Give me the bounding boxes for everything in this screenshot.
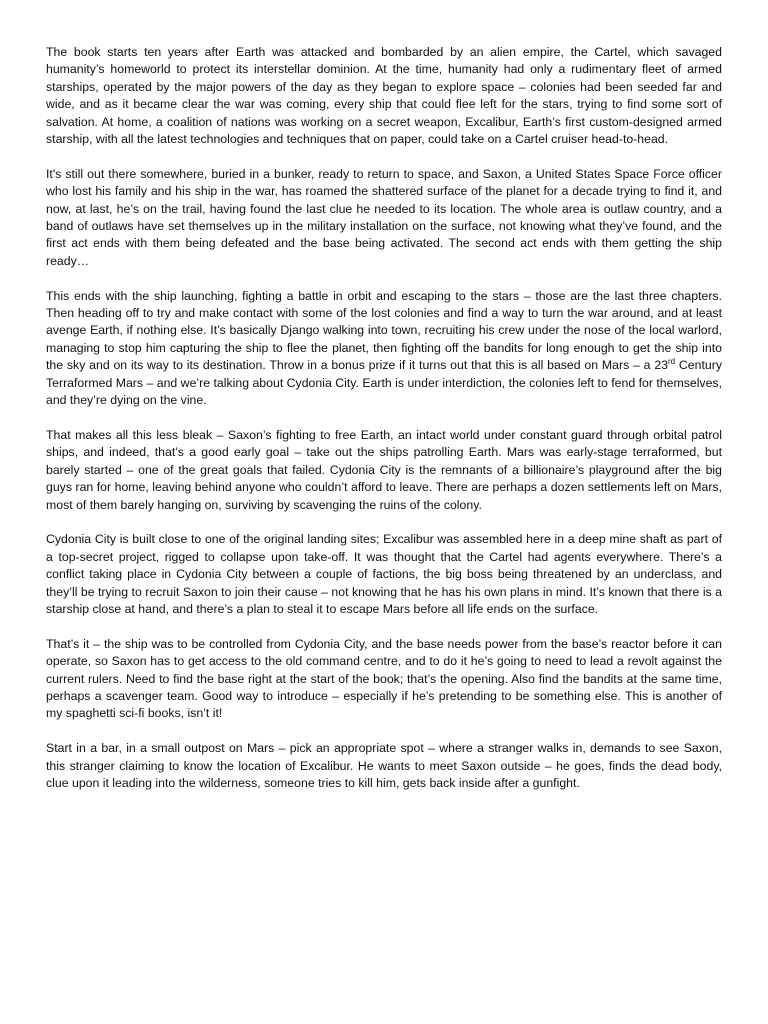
paragraph-6: That’s it – the ship was to be controlled from Cydonia City, and the base needs power from the base’s reactor before it can operate, so Saxon has to get access to the old command centre, and to do it he’s going to need to lead a revolt against the current rulers. Need to find the base right at the start of the book; that’s the opening. Also find the bandits at the same time, perhaps a scavenger team. Good way to introduce – especially if he’s pretending to be something else. This is another of my spaghetti sci-fi books, isn’t it! (46, 636, 722, 721)
paragraph-3-text-after: Century Terraformed Mars – and we’re talking about Cydonia City. Earth is under interdiction, the colonies left to fend for themselves, and they’re dying on the vine. (46, 358, 722, 408)
paragraph-2: It's still out there somewhere, buried in a bunker, ready to return to space, and Saxon, a United States Space Force officer who lost his family and his ship in the war, has roamed the shattered surface of the planet for a decade trying to find it, and now, at last, he’s on the trail, having found the last clue he needed to its location. The whole area is outlaw country, and a band of outlaws have set themselves up in the military installation on the surface, not knowing what they’ve found, and the first act ends with them being defeated and the base being activated. The second act ends with them getting the ship ready… (46, 166, 722, 268)
paragraph-5: Cydonia City is built close to one of the original landing sites; Excalibur was assembled here in a deep mine shaft as part of a top-secret project, rigged to collapse upon take-off. It was thought that the Cartel had agents everywhere. There’s a conflict taking place in Cydonia City between a couple of factions, the big boss being threatened by an underclass, and they’ll be trying to recruit Saxon to join their cause – not knowing that he has his own plans in mind. It’s known that there is a starship close at hand, and there’s a plan to steal it to escape Mars before all life ends on the surface. (46, 532, 722, 616)
paragraph-7: Start in a bar, in a small outpost on Mars – pick an appropriate spot – where a stranger walks in, demands to see Saxon, this stranger claiming to know the location of Excalibur. He wants to meet Saxon outside – he goes, finds the dead body, clue upon it leading into the wilderness, someone tries to kill him, gets back inside after a gunfight. (46, 741, 722, 790)
paragraph-3-text-before: This ends with the ship launching, fighting a battle in orbit and escaping to the stars – those are the last three chapters. Then heading off to try and make contact with some of the lost colonies and find a way to turn the war around, and at least avenge Earth, if nothing else. It’s basically Django walking into town, recruiting his crew under the nose of the local warlord, managing to stop him capturing the ship to flee the planet, then fighting off the bandits for long enough to get the ship into the sky and on its way to its destination. Throw in a bonus prize if it turns out that this is all based on Mars – a 23 (46, 288, 722, 373)
paragraph-3 (46, 288, 722, 410)
paragraph-1: The book starts ten years after Earth was attacked and bombarded by an alien empire, the Cartel, which savaged humanity’s homeworld to protect its interstellar dominion. At the time, humanity had only a rudimentary fleet of armed starships, operated by the major powers of the day as they began to explore space – colonies had been seeded far and wide, and as it became clear the war was coming, every ship that could flee left for the stars, trying to find some sort of salvation. At home, a coalition of nations was working on a secret weapon, Excalibur, Earth’s first custom-designed armed starship, with all the latest technologies and techniques that on paper, could take on a Cartel cruiser head-to-head. (46, 45, 722, 147)
ordinal-suffix: rd (668, 357, 676, 367)
paragraph-4: That makes all this less bleak – Saxon’s fighting to free Earth, an intact world under constant guard through orbital patrol ships, and indeed, that’s a good early goal – take out the ships patrolling Earth. Mars was early-stage terraformed, but barely started – one of the great goals that failed. Cydonia City is the remnants of a billionaire’s playground after the big guys ran for home, leaving behind anyone who couldn’t afford to leave. There are perhaps a dozen settlements left on Mars, most of them barely hanging on, surviving by scavenging the ruins of the colony. (46, 427, 722, 512)
document-page (46, 44, 722, 810)
